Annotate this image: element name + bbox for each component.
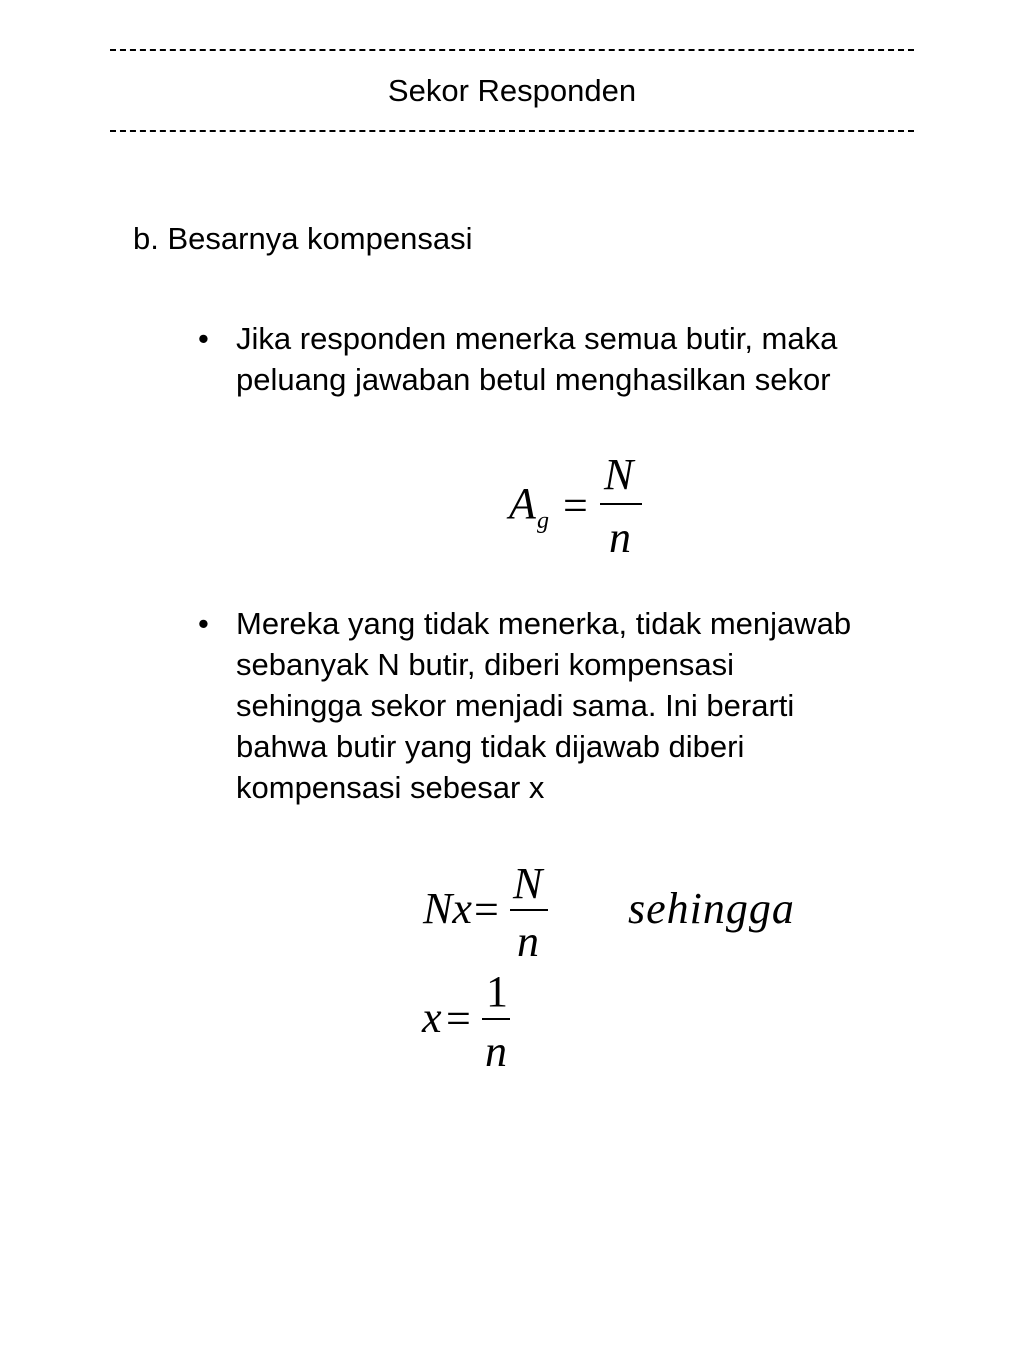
page-title: Sekor Responden: [387, 73, 637, 108]
formula-2-word: sehingga: [628, 884, 795, 933]
bullet-2-line-2: sebanyak N butir, diberi kompensasi: [236, 647, 734, 682]
bullet-marker-1: •: [198, 321, 209, 356]
formula-2-denominator: n: [517, 917, 539, 966]
formula-1-fraction-bar: [600, 503, 642, 505]
bullet-2-line-4: bahwa butir yang tidak dijawab diberi: [236, 729, 745, 764]
bottom-dashed-rule: [110, 130, 914, 132]
bullet-2-line-3: sehingga sekor menjadi sama. Ini berarti: [236, 688, 795, 723]
bullet-1-line-1: Jika responden menerka semua butir, maka: [236, 321, 838, 356]
bullet-2-line-1: Mereka yang tidak menerka, tidak menjawab: [236, 606, 852, 641]
formula-1-denominator: n: [609, 513, 631, 562]
bullet-2-line-5: kompensasi sebesar x: [236, 770, 545, 805]
top-dashed-rule: [110, 49, 914, 51]
formula-2-lhs: Nx: [423, 884, 472, 933]
formula-3-numerator: 1: [486, 967, 508, 1016]
formula-2-numerator: N: [513, 859, 543, 908]
bullet-marker-2: •: [198, 606, 209, 641]
formula-3-equals: =: [446, 994, 471, 1043]
formula-1-lhs: A: [509, 479, 536, 528]
formula-1-numerator: N: [604, 450, 634, 499]
bullet-1-line-2: peluang jawaban betul menghasilkan sekor: [236, 362, 831, 397]
section-heading: b. Besarnya kompensasi: [133, 221, 473, 256]
bullet-text-1: [236, 318, 926, 400]
formula-2-equals: =: [474, 885, 499, 934]
bullet-text-2: [236, 603, 926, 808]
formula-3-lhs: x: [422, 993, 442, 1042]
formula-1-equals: =: [563, 481, 588, 530]
formula-1-subscript: g: [537, 508, 549, 534]
formula-3-fraction-bar: [482, 1018, 510, 1020]
formula-2-fraction-bar: [510, 909, 548, 911]
formula-3-denominator: n: [485, 1027, 507, 1076]
